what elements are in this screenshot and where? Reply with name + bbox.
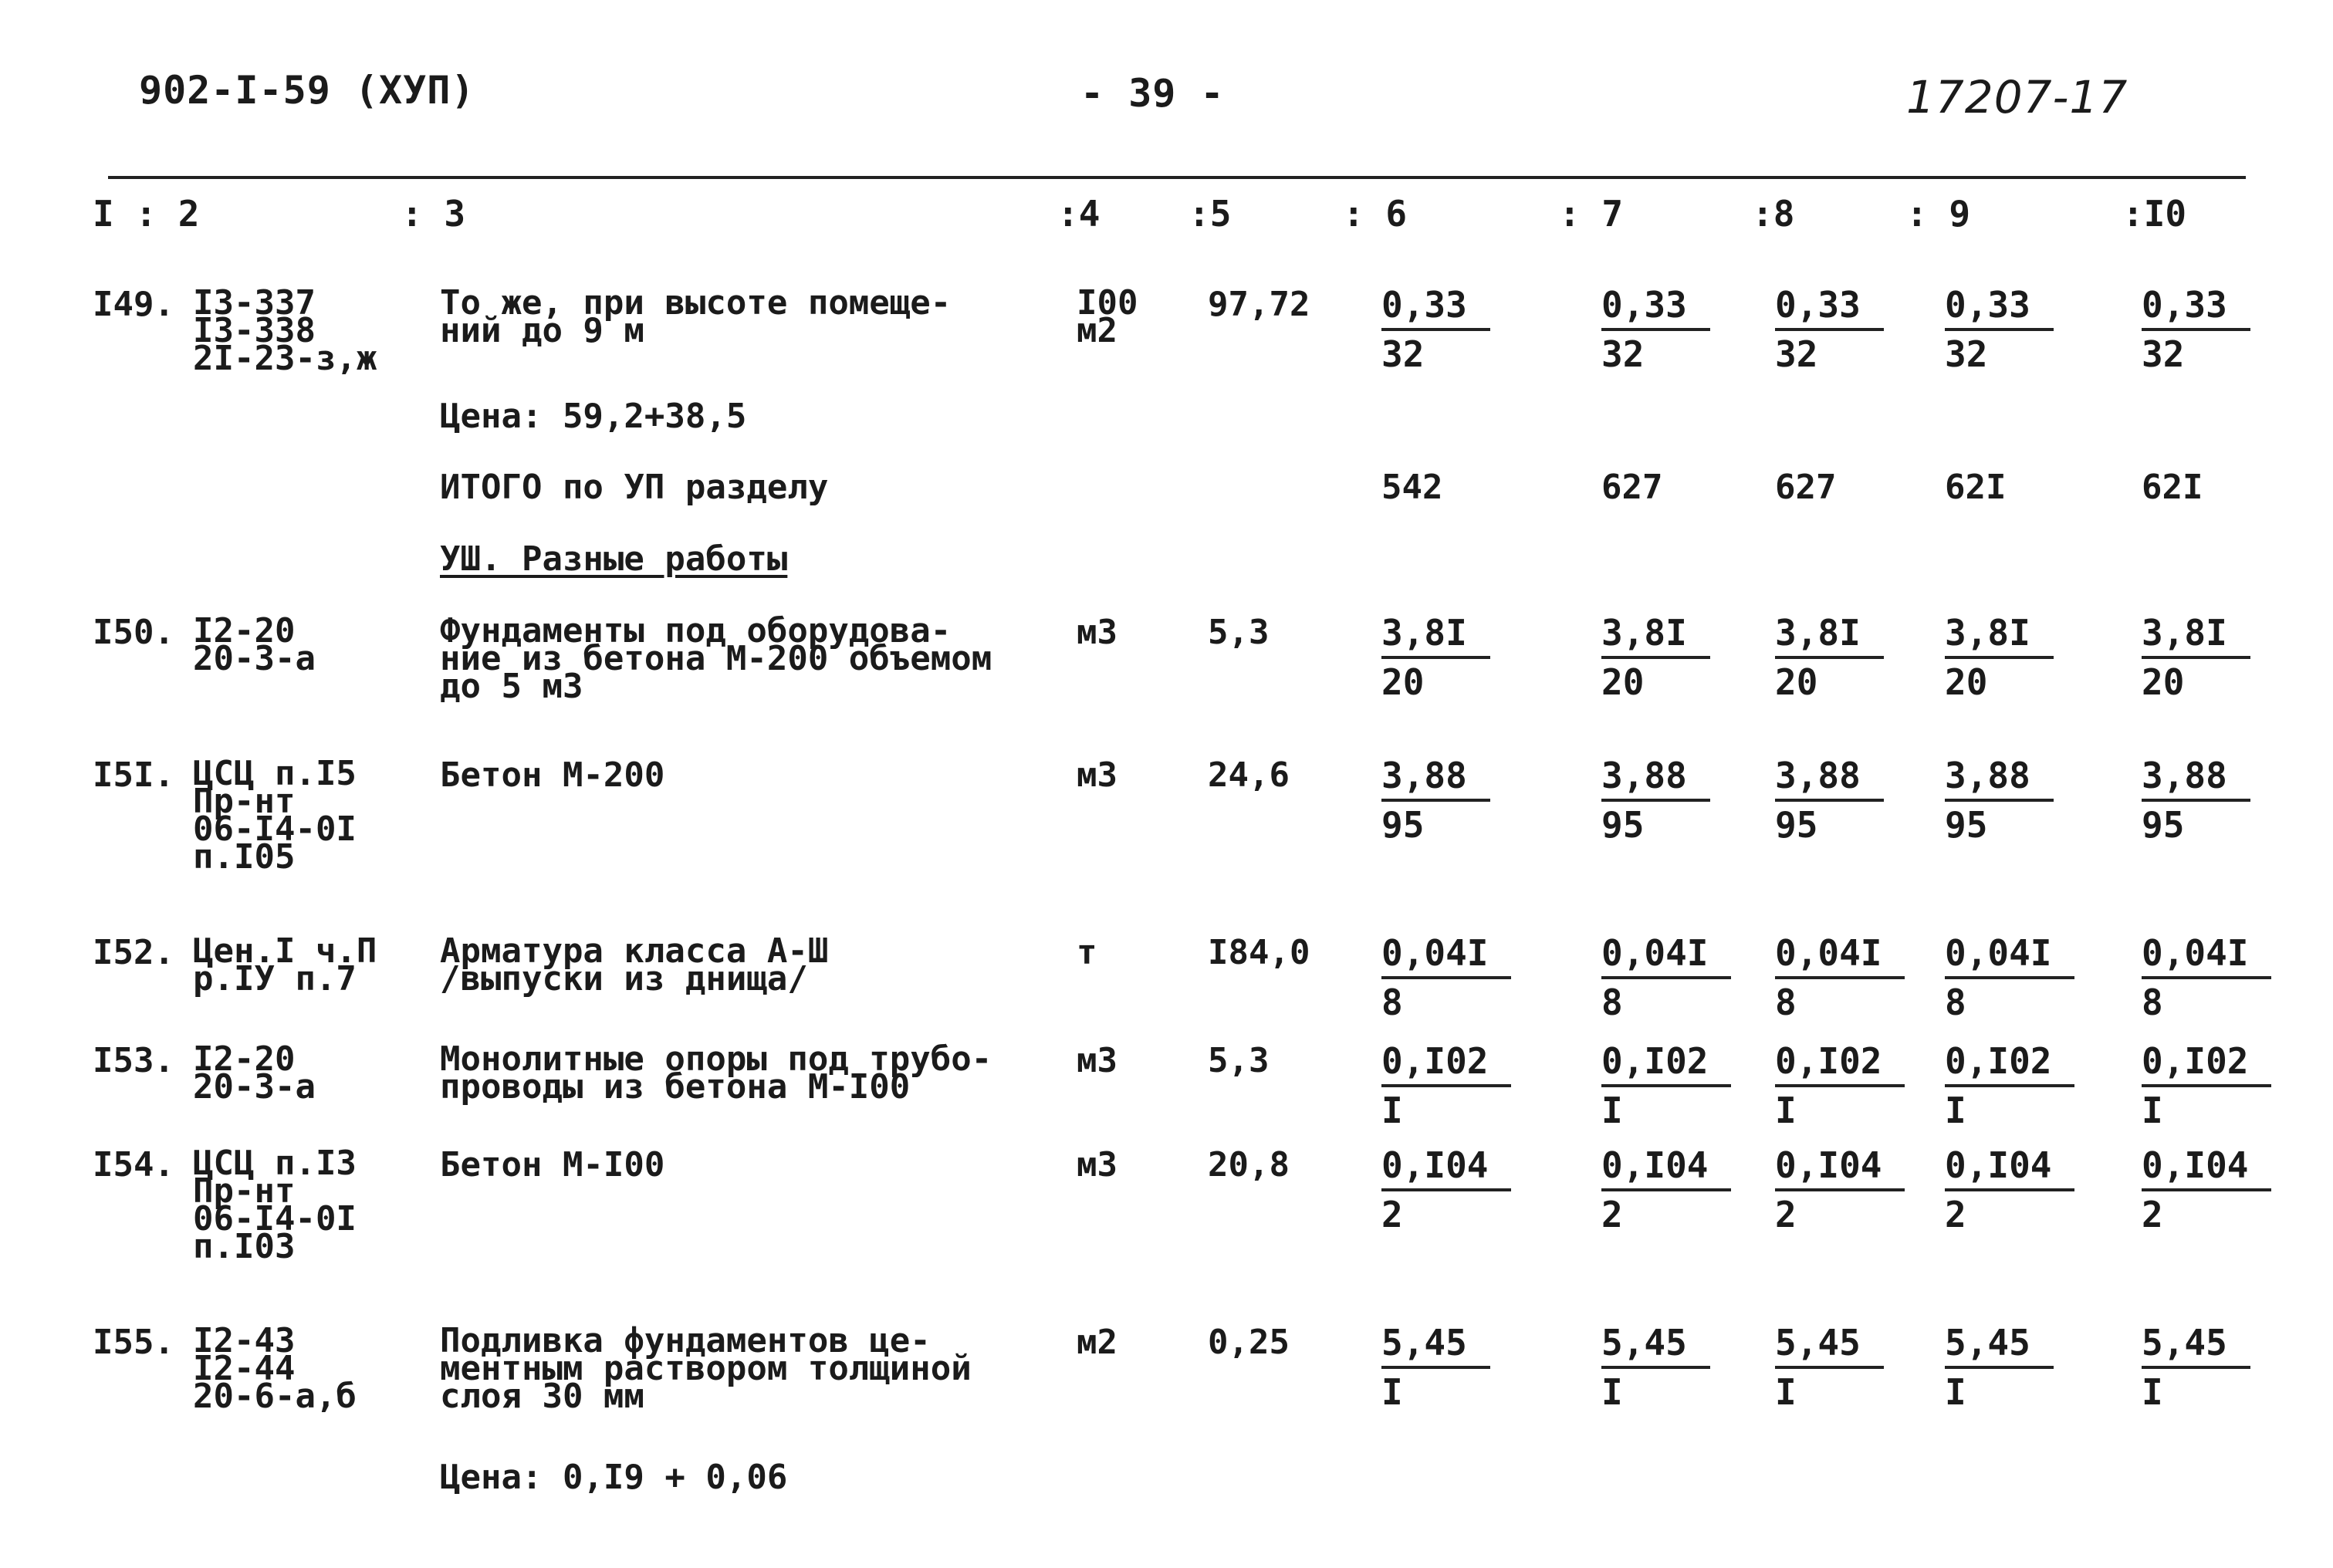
norm-code: I3-337 I3-338 2I-23-з,ж <box>193 283 377 378</box>
unit: м3 <box>1077 1041 1117 1080</box>
registration-stamp: 17207-17 <box>1906 71 2128 123</box>
quantity: 20,8 <box>1208 1145 1290 1184</box>
page-number: - 39 - <box>1080 71 1225 116</box>
price-note: Цена: 0,I9 + 0,06 <box>440 1458 788 1497</box>
value-col-9: 5,45 I <box>1945 1320 2054 1415</box>
norm-code: ЦСЦ п.I5 Пр-нт 06-I4-0I п.I05 <box>193 754 357 877</box>
row-number: I52. <box>93 933 174 972</box>
value-col-7: 0,I04 2 <box>1601 1142 1731 1238</box>
total-col-6: 542 <box>1381 468 1443 507</box>
column-header-8: :8 <box>1752 193 1795 235</box>
value-col-6: 0,04I 8 <box>1381 930 1511 1026</box>
work-description: Арматура класса А-Ш /выпуски из днища/ <box>440 931 829 999</box>
value-col-8: 3,8I 20 <box>1775 610 1884 705</box>
total-col-7: 627 <box>1601 468 1663 507</box>
unit: т <box>1077 933 1097 972</box>
work-description: То же, при высоте помеще- ний до 9 м <box>440 283 952 350</box>
unit: I00 м2 <box>1077 283 1138 350</box>
column-header-6: : 6 <box>1343 193 1408 235</box>
unit: м3 <box>1077 613 1117 652</box>
value-col-10: 5,45 I <box>2142 1320 2250 1415</box>
value-col-8: 0,I02 I <box>1775 1038 1905 1134</box>
work-description: Фундаменты под оборудова- ние из бетона М-200 объемом до 5 м3 <box>440 611 992 706</box>
unit: м2 <box>1077 1323 1117 1362</box>
row-number: I53. <box>93 1041 174 1080</box>
norm-code: ЦСЦ п.I3 Пр-нт 06-I4-0I п.I03 <box>193 1144 357 1266</box>
price-note: Цена: 59,2+38,5 <box>440 397 747 436</box>
column-header-10: :I0 <box>2122 193 2187 235</box>
value-col-10: 3,8I 20 <box>2142 610 2250 705</box>
value-col-9: 0,04I 8 <box>1945 930 2074 1026</box>
quantity: 0,25 <box>1208 1323 1290 1362</box>
value-col-7: 3,8I 20 <box>1601 610 1710 705</box>
value-col-8: 0,I04 2 <box>1775 1142 1905 1238</box>
value-col-7: 3,88 95 <box>1601 752 1710 848</box>
total-col-8: 627 <box>1775 468 1837 507</box>
value-col-9: 3,8I 20 <box>1945 610 2054 705</box>
value-col-6: 0,33 32 <box>1381 282 1490 377</box>
norm-code: I2-20 20-3-а <box>193 1039 316 1107</box>
column-header-4: :4 <box>1057 193 1101 235</box>
header-rule <box>108 176 2246 179</box>
value-col-6: 3,8I 20 <box>1381 610 1490 705</box>
work-description: Бетон М-I00 <box>440 1145 665 1184</box>
value-col-6: 0,I02 I <box>1381 1038 1511 1134</box>
norm-code: Цен.I ч.П р.IУ п.7 <box>193 931 377 999</box>
column-header-5: :5 <box>1188 193 1232 235</box>
value-col-7: 5,45 I <box>1601 1320 1710 1415</box>
work-description: Бетон М-200 <box>440 755 665 795</box>
value-col-9: 0,I04 2 <box>1945 1142 2074 1238</box>
row-number: I55. <box>93 1323 174 1362</box>
quantity: 97,72 <box>1208 285 1310 324</box>
unit: м3 <box>1077 755 1117 795</box>
value-col-10: 0,33 32 <box>2142 282 2250 377</box>
value-col-9: 3,88 95 <box>1945 752 2054 848</box>
value-col-10: 3,88 95 <box>2142 752 2250 848</box>
column-header-1-2: I : 2 <box>93 193 200 235</box>
value-col-6: 3,88 95 <box>1381 752 1490 848</box>
row-number: I50. <box>93 613 174 652</box>
row-number: I49. <box>93 285 174 324</box>
value-col-10: 0,04I 8 <box>2142 930 2271 1026</box>
value-col-8: 3,88 95 <box>1775 752 1884 848</box>
row-number: I5I. <box>93 755 174 795</box>
quantity: 5,3 <box>1208 613 1270 652</box>
total-col-10: 62I <box>2142 468 2203 507</box>
value-col-8: 0,33 32 <box>1775 282 1884 377</box>
row-number: I54. <box>93 1145 174 1184</box>
quantity: I84,0 <box>1208 933 1310 972</box>
work-description: Подливка фундаментов це- ментным раствором толщиной слоя 30 мм <box>440 1321 972 1416</box>
quantity: 24,6 <box>1208 755 1290 795</box>
value-col-9: 0,I02 I <box>1945 1038 2074 1134</box>
value-col-7: 0,I02 I <box>1601 1038 1731 1134</box>
value-col-8: 5,45 I <box>1775 1320 1884 1415</box>
value-col-10: 0,I04 2 <box>2142 1142 2271 1238</box>
quantity: 5,3 <box>1208 1041 1270 1080</box>
document-code: 902-I-59 (XУП) <box>139 68 475 113</box>
value-col-6: 5,45 I <box>1381 1320 1490 1415</box>
norm-code: I2-43 I2-44 20-6-а,б <box>193 1321 357 1416</box>
value-col-7: 0,33 32 <box>1601 282 1710 377</box>
column-header-7: : 7 <box>1559 193 1624 235</box>
value-col-9: 0,33 32 <box>1945 282 2054 377</box>
total-col-9: 62I <box>1945 468 2007 507</box>
norm-code: I2-20 20-3-а <box>193 611 316 678</box>
value-col-6: 0,I04 2 <box>1381 1142 1511 1238</box>
column-header-3: : 3 <box>401 193 466 235</box>
unit: м3 <box>1077 1145 1117 1184</box>
section-title: УШ. Разные работы <box>440 539 788 579</box>
column-header-9: : 9 <box>1906 193 1971 235</box>
total-label: ИТОГО по УП разделу <box>440 468 829 507</box>
value-col-7: 0,04I 8 <box>1601 930 1731 1026</box>
value-col-10: 0,I02 I <box>2142 1038 2271 1134</box>
work-description: Монолитные опоры под трубо- проводы из бетона М-I00 <box>440 1039 992 1107</box>
value-col-8: 0,04I 8 <box>1775 930 1905 1026</box>
